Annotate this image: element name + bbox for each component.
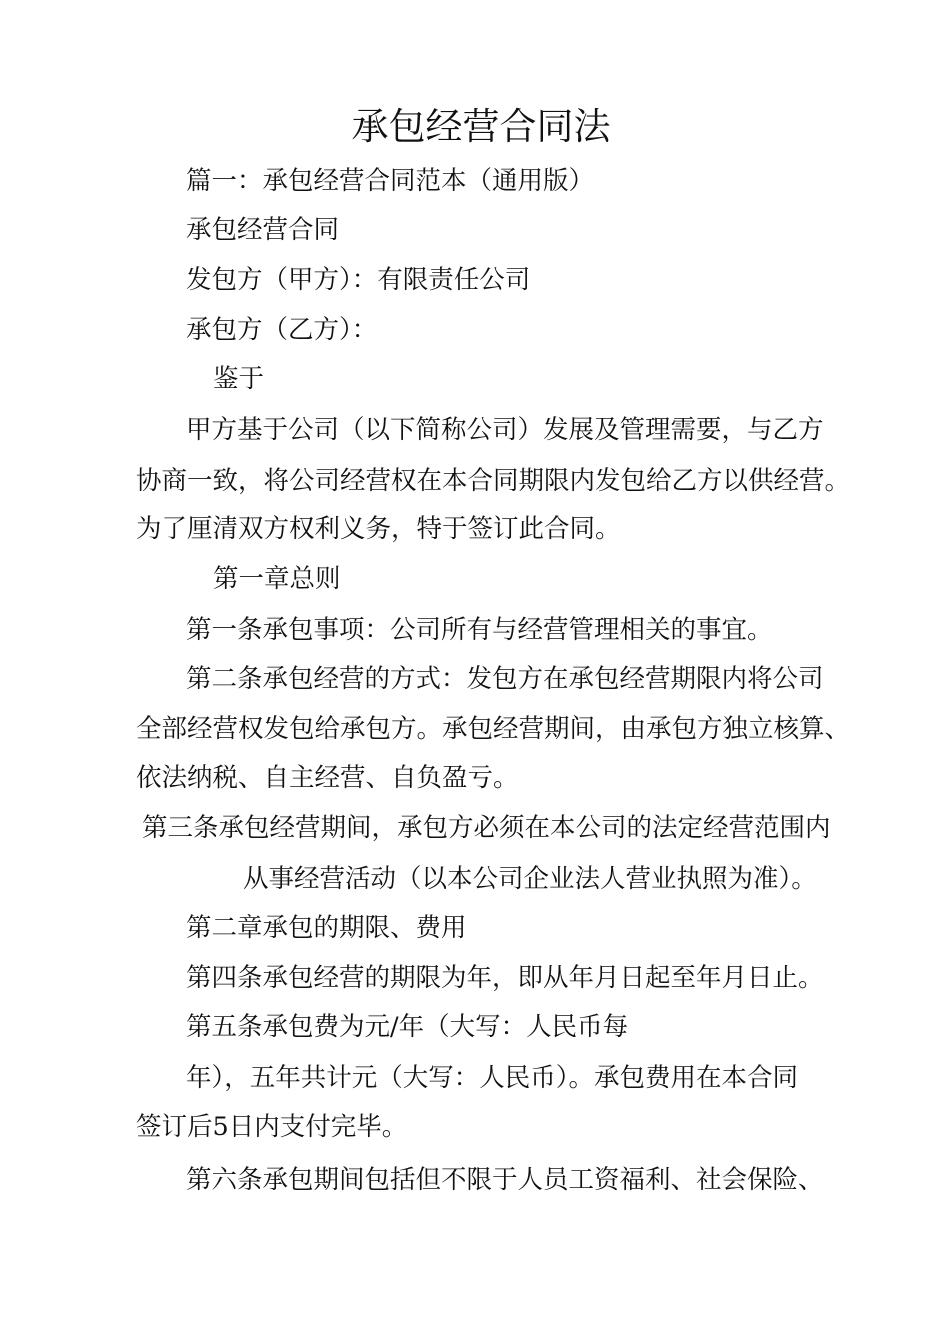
article-5-line: 年），五年共计元（大写：人民币）。承包费用在本合同: [186, 1063, 799, 1093]
article-3-line: 从事经营活动（以本公司企业法人营业执照为准）。: [243, 864, 817, 894]
chapter-2-heading: 第二章承包的期限、费用: [186, 913, 467, 943]
article-2-line: 第二条承包经营的方式：发包方在承包经营期限内将公司: [186, 664, 824, 694]
contract-name: 承包经营合同: [186, 215, 340, 245]
recital-paragraph-line: 协商一致，将公司经营权在本合同期限内发包给乙方以供经营。: [136, 466, 851, 496]
party-b-line: 承包方（乙方）：: [186, 315, 378, 345]
recital-paragraph-line: 为了厘清双方权利义务，特于签订此合同。: [136, 514, 621, 544]
article-5-line: 签订后5日内支付完毕。: [136, 1112, 408, 1142]
document-title: 承包经营合同法: [351, 105, 611, 148]
recital-heading: 鉴于: [213, 364, 265, 394]
article-2-line: 依法纳税、自主经营、自负盈亏。: [136, 763, 519, 793]
article-2-line: 全部经营权发包给承包方。承包经营期间，由承包方独立核算、: [136, 714, 851, 744]
article-1-line: 第一条承包事项：公司所有与经营管理相关的事宜。: [186, 615, 773, 645]
party-a-line: 发包方（甲方）：有限责任公司: [186, 265, 531, 295]
part-heading: 篇一：承包经营合同范本（通用版）: [186, 166, 595, 196]
chapter-1-heading: 第一章总则: [213, 564, 341, 594]
article-6-line: 第六条承包期间包括但不限于人员工资福利、社会保险、: [186, 1165, 824, 1195]
article-3-line: 第三条承包经营期间，承包方必须在本公司的法定经营范围内: [142, 813, 831, 843]
article-4-line: 第四条承包经营的期限为年，即从年月日起至年月日止。: [186, 963, 824, 993]
article-5-line: 第五条承包费为元/年（大写：人民币每: [186, 1012, 629, 1042]
recital-paragraph-line: 甲方基于公司（以下简称公司）发展及管理需要，与乙方: [186, 415, 824, 445]
